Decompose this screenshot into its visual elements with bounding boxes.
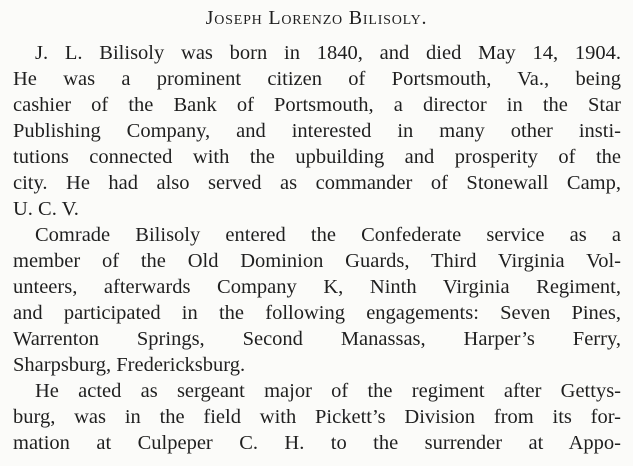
paragraph-3-line-3: mation at Culpeper C. H. to the surrender at Appo- [13,432,621,454]
paragraph-3-line-1: He acted as sergeant major of the regiment after Gettys- [35,380,621,402]
paragraph-1-line-3: cashier of the Bank of Portsmouth, a director in the Star [13,94,621,116]
paragraph-2-line-2: member of the Old Dominion Guards, Third Virginia Vol- [13,250,621,272]
article-title: Joseph Lorenzo Bilisoly. [205,7,428,29]
paragraph-3 [13,378,621,456]
paragraph-2-line-5: Warrenton Springs, Second Manassas, Harper’s Ferry, [13,328,621,350]
paragraph-2-line-1: Comrade Bilisoly entered the Confederate service as a [35,224,621,246]
paragraph-1-line-5: tutions connected with the upbuilding and prosperity of the [13,146,621,168]
paragraph-1-line-6: city. He had also served as commander of Stonewall Camp, [13,172,621,194]
paragraph-1-line-4: Publishing Company, and interested in many other insti- [13,120,621,142]
paragraph-1-line-7: U. C. V. [13,198,79,220]
paragraph-1 [13,40,621,222]
paragraph-2-line-6: Sharpsburg, Fredericksburg. [13,354,246,376]
paragraph-2-line-4: and participated in the following engagements: Seven Pines, [13,302,621,324]
paragraph-1-line-2: He was a prominent citizen of Portsmouth, Va., being [13,68,621,90]
paragraph-1-line-1: J. L. Bilisoly was born in 1840, and died May 14, 1904. [35,42,621,64]
paragraph-2-line-3: unteers, afterwards Company K, Ninth Virginia Regiment, [13,276,621,298]
paragraph-3-line-2: burg, was in the field with Pickett’s Division from its for- [13,406,621,428]
paragraph-2 [13,222,621,378]
